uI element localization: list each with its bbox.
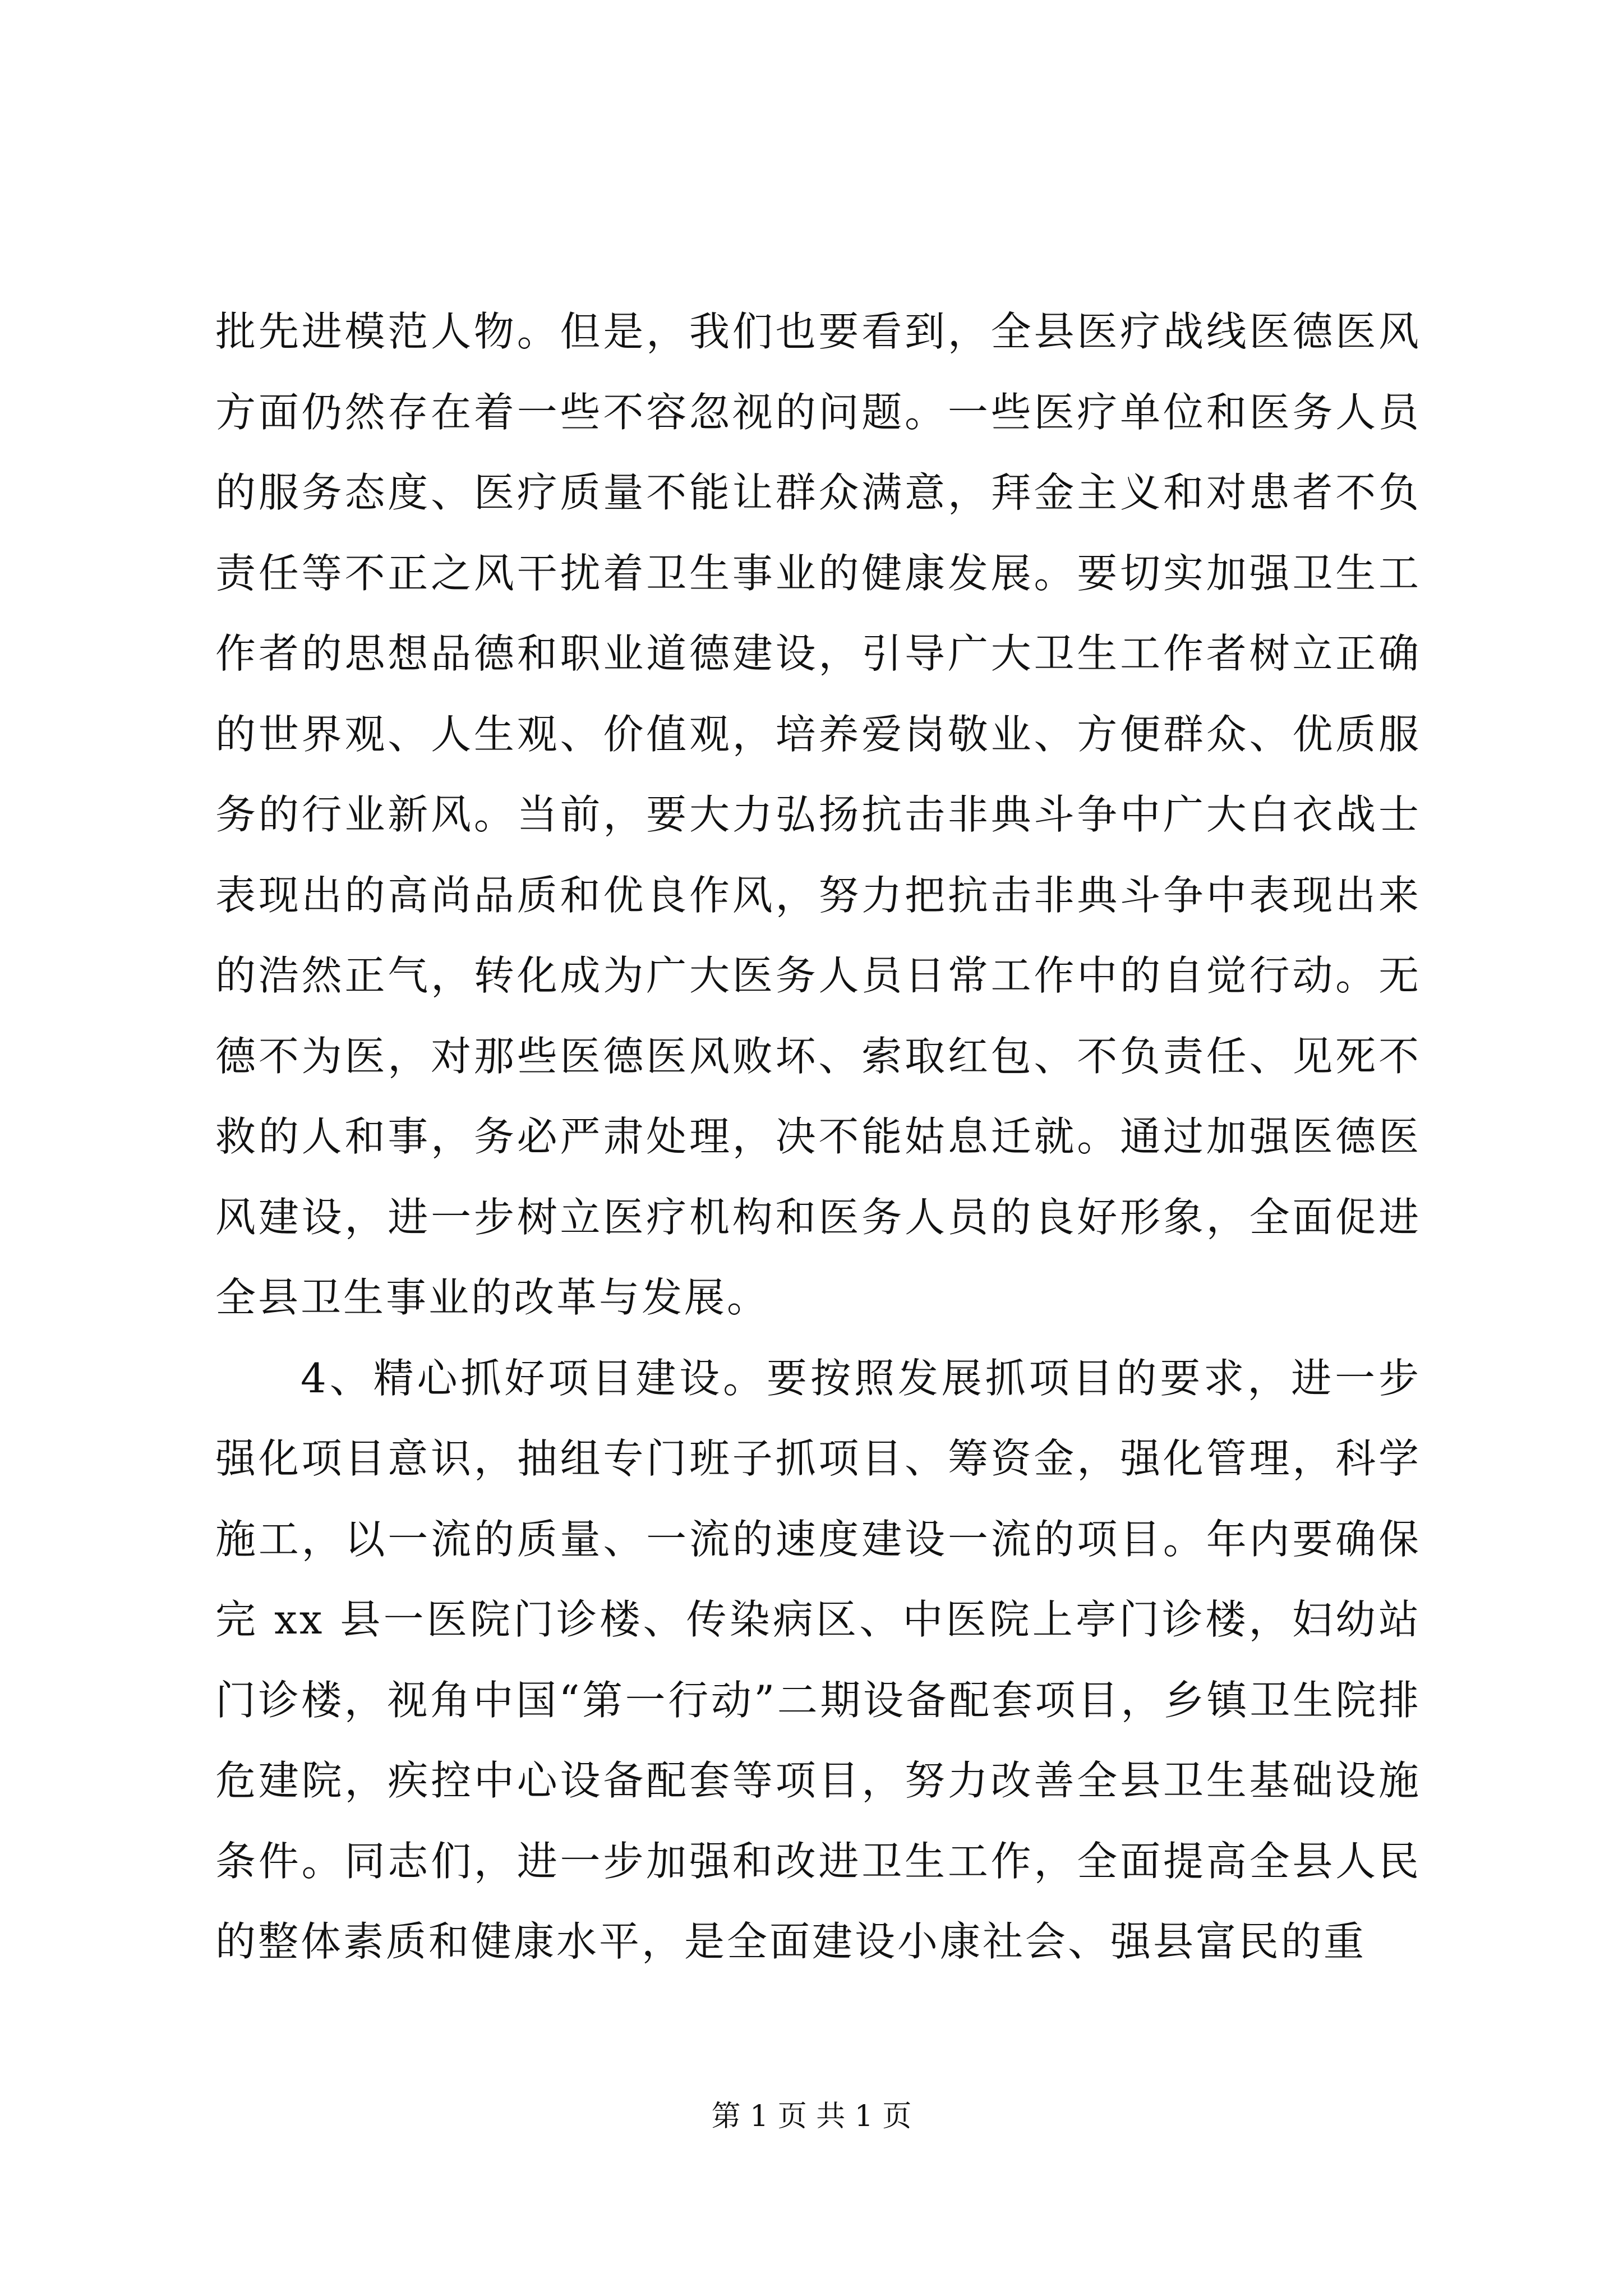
- paragraph-continuation: 批先进模范人物。但是，我们也要看到，全县医疗战线医德医风方面仍然存在着一些不容忽视的问题。一些医疗单位和医务人员的服务态度、医疗质量不能让群众满意，拜金主义和对患者不负责任等不正之风干扰着卫生事业的健康发展。要切实加强卫生工作者的思想品德和职业道德建设，引导广大卫生工作者树立正确的世界观、人生观、价值观，培养爱岗敬业、方便群众、优质服务的行业新风。当前，要大力弘扬抗击非典斗争中广大白衣战士表现出的高尚品质和优良作风，努力把抗击非典斗争中表现出来的浩然正气，转化成为广大医务人员日常工作中的自觉行动。无德不为医，对那些医德医风败坏、索取红包、不负责任、见死不救的人和事，务必严肃处理，决不能姑息迁就。通过加强医德医风建设，进一步树立医疗机构和医务人员的良好形象，全面促进全县卫生事业的改革与发展。: [215, 308, 1421, 1321]
- page-footer: 第 1 页 共 1 页: [711, 2100, 912, 2133]
- document-body: [215, 292, 1421, 1982]
- paragraph-project-construction: 4、精心抓好项目建设。要按照发展抓项目的要求，进一步强化项目意识，抽组专门班子抓项目、筹资金，强化管理，科学施工，以一流的质量、一流的速度建设一流的项目。年内要确保完 xx 县一医院门诊楼、传染病区、中医院上亭门诊楼，妇幼站门诊楼，视角中国“第一行动”二期设备配套项目，乡镇卫生院排危建院，疾控中心设备配套等项目，努力改善全县卫生基础设施条件。同志们，进一步加强和改进卫生工作，全面提高全县人民的整体素质和健康水平，是全面建设小康社会、强县富民的重: [215, 1354, 1421, 1965]
